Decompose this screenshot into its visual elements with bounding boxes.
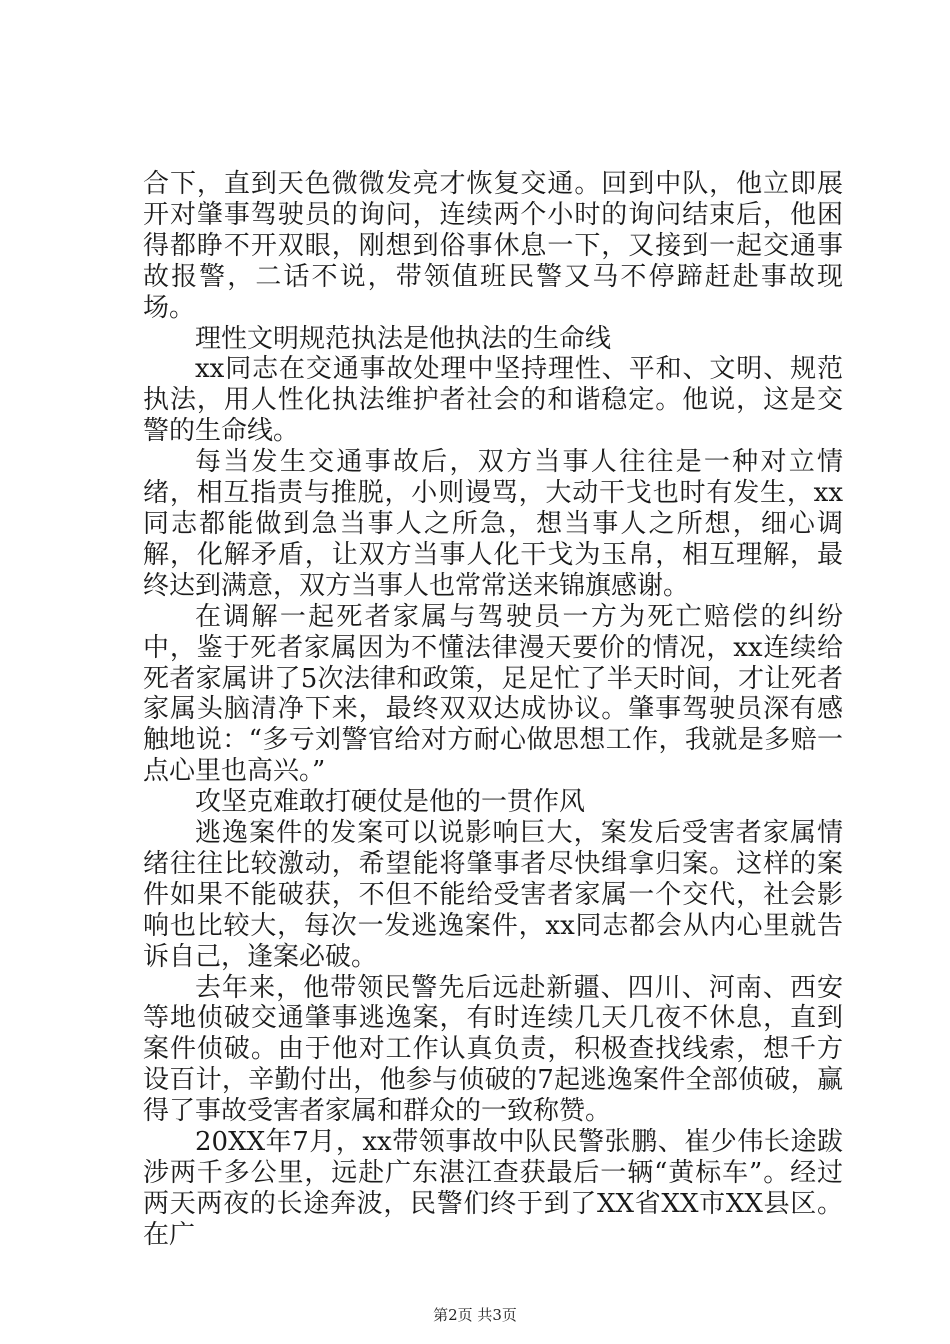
page-number-footer: 第2页 共3页: [433, 1306, 517, 1324]
paragraph: 20XX年7月，xx带领事故中队民警张鹏、崔少伟长途跋涉两千多公里，远赴广东湛江查获最后一辆“黄标车”。经过两天两夜的长途奔波，民警们终于到了XX省XX市XX县区。在广: [143, 1127, 843, 1250]
section-heading-rational-law-enforcement: 理性文明规范执法是他执法的生命线: [195, 323, 612, 354]
paragraph: 在调解一起死者家属与驾驶员一方为死亡赔偿的纠纷中，鉴于死者家属因为不懂法律漫天要价的情况，xx连续给死者家属讲了5次法律和政策，足足忙了半天时间，才让死者家属头脑清净下来，最终双双达成协议。肇事驾驶员深有感触地说：“多亏刘警官给对方耐心做思想工作，我就是多赔一点心里也高兴。”: [143, 601, 843, 787]
body-text: [143, 169, 843, 1251]
paragraph: 每当发生交通事故后，双方当事人往往是一种对立情绪，相互指责与推脱，小则谩骂，大动干戈也时有发生，xx同志都能做到急当事人之所急，想当事人之所想，细心调解，化解矛盾，让双方当事人化干戈为玉帛，相互理解，最终达到满意，双方当事人也常常送来锦旗感谢。: [143, 447, 843, 601]
paragraph-continued: 合下，直到天色微微发亮才恢复交通。回到中队，他立即展开对肇事驾驶员的询问，连续两个小时的询问结束后，他困得都睁不开双眼，刚想到俗事休息一下，又接到一起交通事故报警，二话不说，带领值班民警又马不停蹄赶赴事故现场。: [143, 169, 843, 323]
paragraph: 逃逸案件的发案可以说影响巨大，案发后受害者家属情绪往往比较激动，希望能将肇事者尽快缉拿归案。这样的案件如果不能破获，不但不能给受害者家属一个交代，社会影响也比较大，每次一发逃逸案件，xx同志都会从内心里就告诉自己，逢案必破。: [143, 818, 843, 972]
section-heading-tackle-hard-cases: 攻坚克难敢打硬仗是他的一贯作风: [195, 787, 586, 818]
paragraph: 去年来，他带领民警先后远赴新疆、四川、河南、西安等地侦破交通肇事逃逸案，有时连续几天几夜不休息，直到案件侦破。由于他对工作认真负责，积极查找线索，想千方设百计，辛勤付出，他参与侦破的7起逃逸案件全部侦破，赢得了事故受害者家属和群众的一致称赞。: [143, 972, 843, 1127]
paragraph: xx同志在交通事故处理中坚持理性、平和、文明、规范执法，用人性化执法维护者社会的和谐稳定。他说，这是交警的生命线。: [143, 354, 843, 447]
